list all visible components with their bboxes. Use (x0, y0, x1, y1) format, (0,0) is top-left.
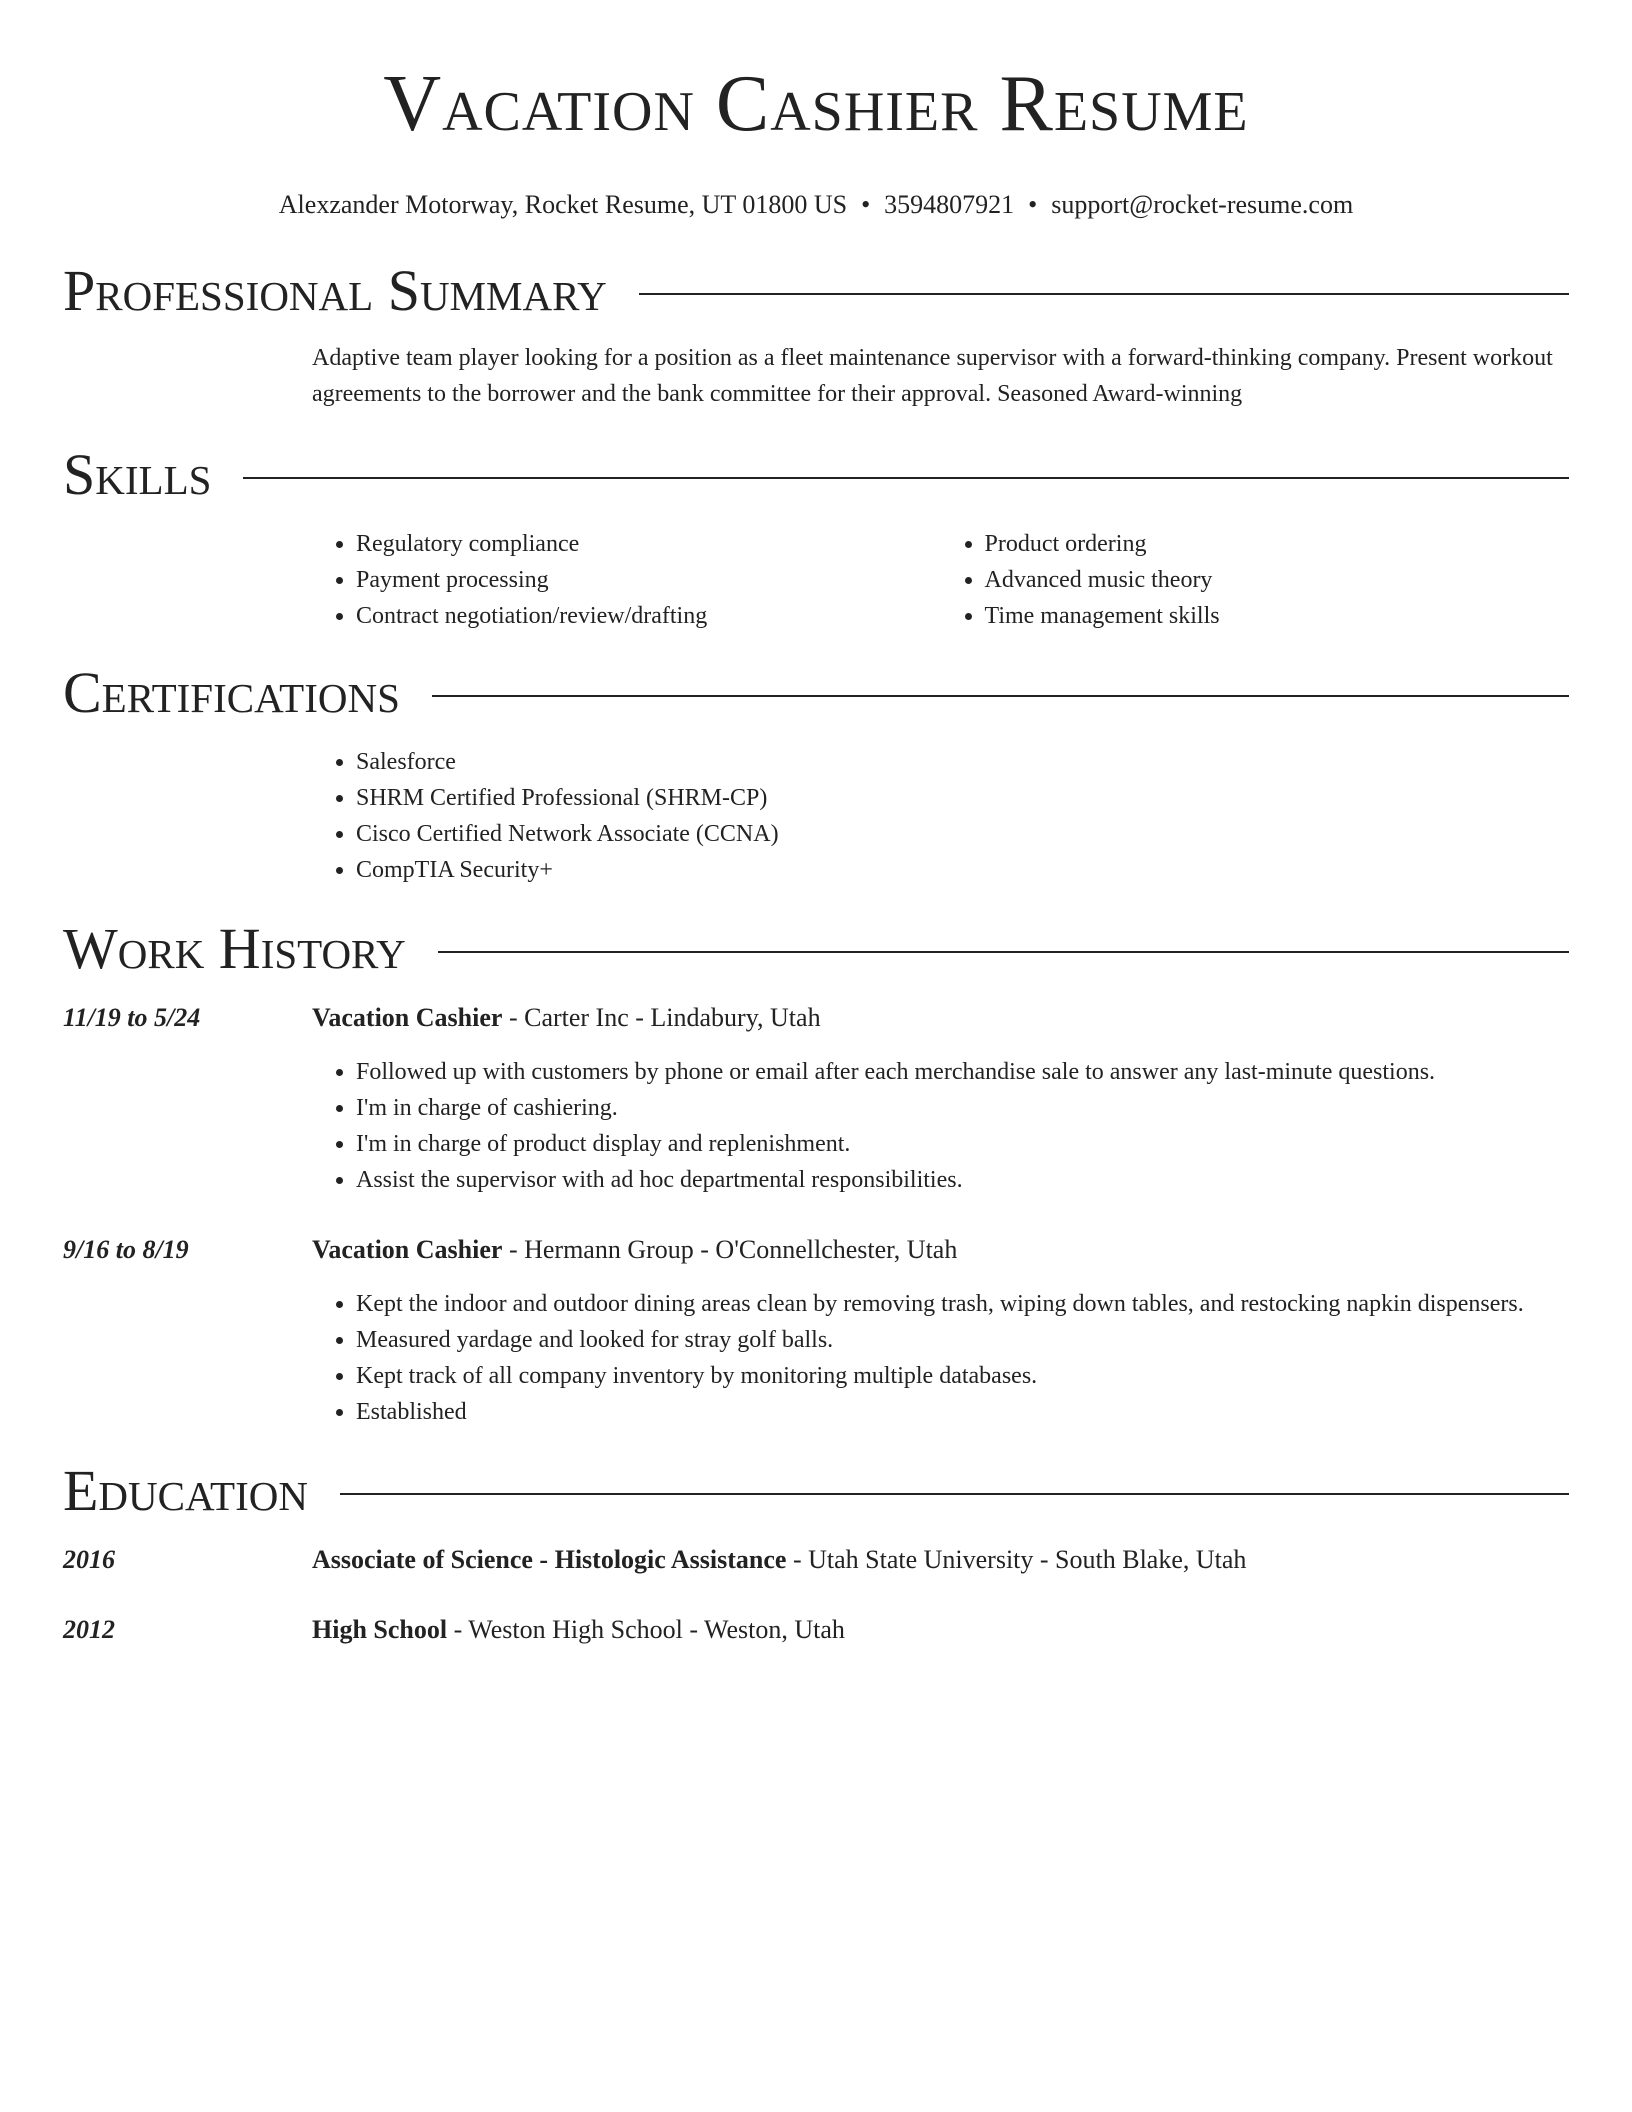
certification-item: • Cisco Certified Network Associate (CCNA) (356, 816, 1569, 852)
job-bullets (312, 1054, 1569, 1198)
skill-item: • Product ordering (985, 526, 1570, 562)
education-section-header (63, 1456, 1569, 1526)
section-divider (340, 1493, 1569, 1495)
job-bullet: • Kept the indoor and outdoor dining areas clean by removing trash, wiping down tables, and restocking napkin dispensers. (356, 1286, 1569, 1322)
certification-item: • Salesforce (356, 744, 1569, 780)
certifications-heading: Certifications (63, 660, 400, 725)
education-year: 2016 (63, 1545, 115, 1574)
job-bullet: • Established (356, 1394, 1569, 1430)
skills-heading: Skills (63, 442, 212, 507)
education-school: - Utah State University - South Blake, Utah (786, 1545, 1247, 1574)
contact-separator: • (1028, 190, 1038, 219)
section-divider (438, 951, 1569, 953)
skill-item: • Time management skills (985, 598, 1570, 634)
certification-item: • CompTIA Security+ (356, 852, 1569, 888)
skills-column-right (941, 526, 1570, 634)
education-entry (63, 1542, 1569, 1578)
skill-item: • Contract negotiation/review/drafting (356, 598, 941, 634)
contact-address: Alexzander Motorway, Rocket Resume, UT 01800 US (278, 190, 848, 219)
job-entry (63, 1232, 1569, 1430)
contact-line (63, 188, 1569, 222)
summary-heading: Professional Summary (63, 258, 607, 323)
certification-item: • SHRM Certified Professional (SHRM-CP) (356, 780, 1569, 816)
summary-section-header (63, 256, 1569, 326)
job-header (63, 1000, 1569, 1036)
work-history-section-header (63, 914, 1569, 984)
education-entry (63, 1612, 1569, 1648)
job-bullet: • I'm in charge of product display and replenishment. (356, 1126, 1569, 1162)
section-divider (432, 695, 1569, 697)
resume-title: Vacation Cashier Resume (383, 60, 1249, 148)
contact-phone: 3594807921 (884, 190, 1015, 219)
skills-section-header (63, 440, 1569, 510)
education-degree: Associate of Science - Histologic Assistance (312, 1545, 787, 1574)
job-entry (63, 1000, 1569, 1198)
job-heading (312, 1000, 821, 1036)
certifications-section-header (63, 658, 1569, 728)
education-heading-line (312, 1612, 845, 1648)
section-divider (639, 293, 1569, 295)
education-heading-line (312, 1542, 1246, 1578)
education-degree: High School (312, 1615, 448, 1644)
work-history-heading: Work History (63, 916, 406, 981)
skill-item: • Regulatory compliance (356, 526, 941, 562)
job-dates: 11/19 to 5/24 (63, 1003, 201, 1032)
job-company: - Carter Inc - Lindabury, Utah (502, 1003, 821, 1032)
skill-item: • Advanced music theory (985, 562, 1570, 598)
education-year: 2012 (63, 1615, 115, 1644)
job-header (63, 1232, 1569, 1268)
skills-list (312, 526, 1569, 634)
education-heading: Education (63, 1458, 308, 1523)
job-bullet: • Kept track of all company inventory by monitoring multiple databases. (356, 1358, 1569, 1394)
summary-text: Adaptive team player looking for a position as a fleet maintenance supervisor with a forward-thinking company. Present workout agreements to the borrower and the bank committee for their approval. Seasoned Award-winning (312, 345, 1553, 407)
job-bullets (312, 1286, 1569, 1430)
job-bullet: • Followed up with customers by phone or email after each merchandise sale to answer any last-minute questions. (356, 1054, 1569, 1090)
skill-item: • Payment processing (356, 562, 941, 598)
job-heading (312, 1232, 957, 1268)
contact-separator: • (861, 190, 871, 219)
job-company: - Hermann Group - O'Connellchester, Utah (502, 1235, 958, 1264)
contact-email: support@rocket-resume.com (1051, 190, 1354, 219)
job-bullet: • Assist the supervisor with ad hoc departmental responsibilities. (356, 1162, 1569, 1198)
job-title: Vacation Cashier (312, 1235, 503, 1264)
job-bullet: • Measured yardage and looked for stray golf balls. (356, 1322, 1569, 1358)
education-school: - Weston High School - Weston, Utah (447, 1615, 845, 1644)
skills-column-left (312, 526, 941, 634)
job-bullet: • I'm in charge of cashiering. (356, 1090, 1569, 1126)
job-dates: 9/16 to 8/19 (63, 1235, 189, 1264)
certifications-list (312, 744, 1569, 888)
job-title: Vacation Cashier (312, 1003, 503, 1032)
section-divider (243, 477, 1569, 479)
